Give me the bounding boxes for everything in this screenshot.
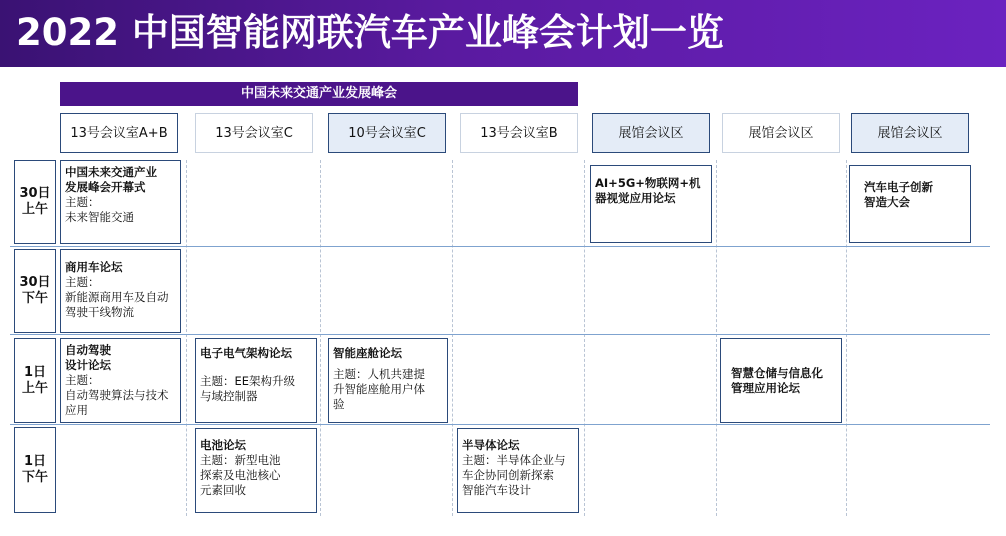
row-label-day1-pm: 1日 下午	[14, 427, 56, 513]
page-title: 2022 中国智能网联汽车产业峰会计划一览	[16, 11, 724, 54]
session-opening: 中国未来交通产业 发展峰会开幕式 主题： 未来智能交通	[60, 160, 181, 244]
row-divider	[10, 246, 990, 247]
grid-line	[716, 160, 717, 516]
row-label-day1-am: 1日 上午	[14, 338, 56, 423]
column-header-7: 展馆会议区	[851, 113, 969, 153]
session-battery: 电池论坛 主题：新型电池 探索及电池核心 元素回收	[195, 428, 317, 513]
session-ee-architecture: 电子电气架构论坛 主题：EE架构升级 与域控制器	[195, 338, 317, 423]
summit-banner: 中国未来交通产业发展峰会	[60, 82, 578, 106]
row-label-day30-am: 30日 上午	[14, 160, 56, 244]
grid-line	[584, 160, 585, 516]
session-ai5g: AI+5G+物联网+机 器视觉应用论坛	[590, 165, 712, 243]
column-header-1: 13号会议室A+B	[60, 113, 178, 153]
column-header-3: 10号会议室C	[328, 113, 446, 153]
session-commercial-vehicle: 商用车论坛 主题： 新能源商用车及自动 驾驶干线物流	[60, 249, 181, 333]
grid-line	[452, 160, 453, 516]
grid-line	[186, 160, 187, 516]
column-header-5: 展馆会议区	[592, 113, 710, 153]
session-smart-warehouse: 智慧仓储与信息化 管理应用论坛	[720, 338, 842, 423]
header-bar	[0, 0, 1006, 67]
grid-line	[846, 160, 847, 516]
column-header-6: 展馆会议区	[722, 113, 840, 153]
column-header-2: 13号会议室C	[195, 113, 313, 153]
row-divider	[10, 424, 990, 425]
row-label-day30-pm: 30日 下午	[14, 249, 56, 333]
grid-line	[320, 160, 321, 516]
session-semiconductor: 半导体论坛 主题：半导体企业与 车企协同创新探索 智能汽车设计	[457, 428, 579, 513]
row-divider	[10, 334, 990, 335]
session-smart-cockpit: 智能座舱论坛 主题：人机共建提 升智能座舱用户体 验	[328, 338, 448, 423]
session-autonomous-driving: 自动驾驶 设计论坛 主题： 自动驾驶算法与技术 应用	[60, 338, 181, 423]
column-header-4: 13号会议室B	[460, 113, 578, 153]
session-auto-electronics: 汽车电子创新 智造大会	[849, 165, 971, 243]
